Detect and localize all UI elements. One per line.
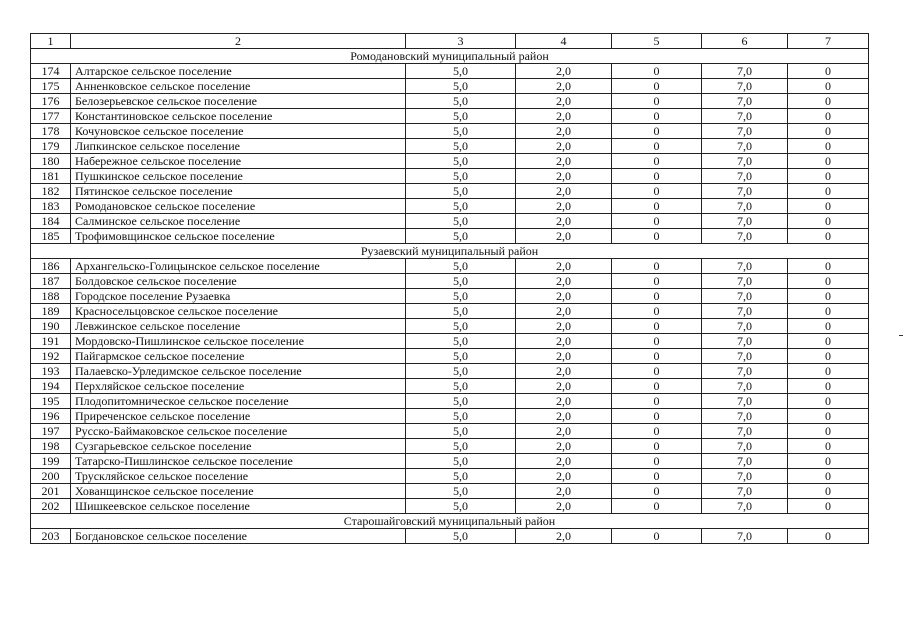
section-header-row [31, 514, 869, 529]
row-number: 191 [31, 334, 71, 349]
col-5-value: 0 [612, 154, 702, 169]
settlement-name: Богдановское сельское поселение [71, 529, 406, 544]
header-cell-1: 1 [31, 34, 71, 49]
settlement-name: Русско-Баймаковское сельское поселение [71, 424, 406, 439]
table-row [31, 79, 869, 94]
table-body [31, 34, 869, 544]
row-number: 180 [31, 154, 71, 169]
col-3-value: 5,0 [406, 154, 516, 169]
col-5-value: 0 [612, 109, 702, 124]
row-number: 174 [31, 64, 71, 79]
col-3-value: 5,0 [406, 394, 516, 409]
col-3-value: 5,0 [406, 379, 516, 394]
col-4-value: 2,0 [516, 259, 612, 274]
section-title: Рузаевский муниципальный район [31, 244, 869, 259]
col-3-value: 5,0 [406, 184, 516, 199]
row-number: 184 [31, 214, 71, 229]
settlement-name: Ромодановское сельское поселение [71, 199, 406, 214]
col-4-value: 2,0 [516, 469, 612, 484]
col-5-value: 0 [612, 229, 702, 244]
col-3-value: 5,0 [406, 94, 516, 109]
col-5-value: 0 [612, 529, 702, 544]
col-7-value: 0 [788, 349, 869, 364]
row-number: 197 [31, 424, 71, 439]
col-6-value: 7,0 [702, 379, 788, 394]
row-number: 193 [31, 364, 71, 379]
col-3-value: 5,0 [406, 199, 516, 214]
margin-dash-mark [899, 335, 903, 336]
col-7-value: 0 [788, 94, 869, 109]
settlement-name: Пайгармское сельское поселение [71, 349, 406, 364]
col-3-value: 5,0 [406, 304, 516, 319]
col-7-value: 0 [788, 454, 869, 469]
col-3-value: 5,0 [406, 79, 516, 94]
col-5-value: 0 [612, 469, 702, 484]
col-6-value: 7,0 [702, 124, 788, 139]
col-3-value: 5,0 [406, 409, 516, 424]
row-number: 183 [31, 199, 71, 214]
col-5-value: 0 [612, 319, 702, 334]
settlement-name: Анненковское сельское поселение [71, 79, 406, 94]
col-4-value: 2,0 [516, 79, 612, 94]
table-row [31, 529, 869, 544]
col-5-value: 0 [612, 274, 702, 289]
row-number: 177 [31, 109, 71, 124]
header-cell-3: 3 [406, 34, 516, 49]
col-6-value: 7,0 [702, 529, 788, 544]
col-5-value: 0 [612, 304, 702, 319]
col-5-value: 0 [612, 409, 702, 424]
col-4-value: 2,0 [516, 199, 612, 214]
col-3-value: 5,0 [406, 259, 516, 274]
row-number: 196 [31, 409, 71, 424]
row-number: 194 [31, 379, 71, 394]
header-cell-5: 5 [612, 34, 702, 49]
col-5-value: 0 [612, 199, 702, 214]
col-7-value: 0 [788, 394, 869, 409]
col-6-value: 7,0 [702, 409, 788, 424]
col-4-value: 2,0 [516, 214, 612, 229]
col-7-value: 0 [788, 139, 869, 154]
table-row [31, 229, 869, 244]
col-7-value: 0 [788, 424, 869, 439]
table-row [31, 319, 869, 334]
col-7-value: 0 [788, 379, 869, 394]
settlement-name: Трускляйское сельское поселение [71, 469, 406, 484]
table-row [31, 124, 869, 139]
col-7-value: 0 [788, 334, 869, 349]
col-3-value: 5,0 [406, 529, 516, 544]
col-4-value: 2,0 [516, 484, 612, 499]
col-7-value: 0 [788, 289, 869, 304]
col-4-value: 2,0 [516, 439, 612, 454]
table-row [31, 409, 869, 424]
col-7-value: 0 [788, 439, 869, 454]
col-6-value: 7,0 [702, 304, 788, 319]
col-3-value: 5,0 [406, 289, 516, 304]
section-title: Ромодановский муниципальный район [31, 49, 869, 64]
row-number: 200 [31, 469, 71, 484]
col-7-value: 0 [788, 214, 869, 229]
table-row [31, 289, 869, 304]
col-7-value: 0 [788, 124, 869, 139]
col-7-value: 0 [788, 274, 869, 289]
col-6-value: 7,0 [702, 499, 788, 514]
row-number: 192 [31, 349, 71, 364]
row-number: 178 [31, 124, 71, 139]
col-3-value: 5,0 [406, 214, 516, 229]
col-7-value: 0 [788, 199, 869, 214]
col-6-value: 7,0 [702, 394, 788, 409]
col-4-value: 2,0 [516, 364, 612, 379]
col-3-value: 5,0 [406, 139, 516, 154]
settlement-name: Архангельско-Голицынское сельское поселение [71, 259, 406, 274]
table-row [31, 379, 869, 394]
col-5-value: 0 [612, 334, 702, 349]
col-4-value: 2,0 [516, 334, 612, 349]
col-5-value: 0 [612, 139, 702, 154]
section-header-row [31, 49, 869, 64]
header-cell-2: 2 [71, 34, 406, 49]
col-7-value: 0 [788, 229, 869, 244]
row-number: 176 [31, 94, 71, 109]
col-4-value: 2,0 [516, 184, 612, 199]
col-3-value: 5,0 [406, 364, 516, 379]
col-4-value: 2,0 [516, 109, 612, 124]
col-7-value: 0 [788, 64, 869, 79]
table-row [31, 439, 869, 454]
row-number: 188 [31, 289, 71, 304]
col-7-value: 0 [788, 109, 869, 124]
col-6-value: 7,0 [702, 334, 788, 349]
col-3-value: 5,0 [406, 499, 516, 514]
table-row [31, 184, 869, 199]
col-4-value: 2,0 [516, 124, 612, 139]
col-3-value: 5,0 [406, 64, 516, 79]
settlement-name: Левжинское сельское поселение [71, 319, 406, 334]
col-7-value: 0 [788, 529, 869, 544]
settlement-name: Константиновское сельское поселение [71, 109, 406, 124]
col-7-value: 0 [788, 469, 869, 484]
table-row [31, 214, 869, 229]
col-5-value: 0 [612, 349, 702, 364]
col-4-value: 2,0 [516, 304, 612, 319]
section-header-row [31, 244, 869, 259]
col-5-value: 0 [612, 169, 702, 184]
col-6-value: 7,0 [702, 169, 788, 184]
header-cell-4: 4 [516, 34, 612, 49]
col-5-value: 0 [612, 454, 702, 469]
col-4-value: 2,0 [516, 394, 612, 409]
col-6-value: 7,0 [702, 484, 788, 499]
col-6-value: 7,0 [702, 319, 788, 334]
col-7-value: 0 [788, 154, 869, 169]
table-row [31, 364, 869, 379]
row-number: 195 [31, 394, 71, 409]
table-row [31, 139, 869, 154]
row-number: 181 [31, 169, 71, 184]
settlement-name: Приреченское сельское поселение [71, 409, 406, 424]
settlement-name: Набережное сельское поселение [71, 154, 406, 169]
row-number: 199 [31, 454, 71, 469]
settlement-name: Сузгарьевское сельское поселение [71, 439, 406, 454]
col-6-value: 7,0 [702, 214, 788, 229]
col-4-value: 2,0 [516, 274, 612, 289]
col-6-value: 7,0 [702, 274, 788, 289]
col-7-value: 0 [788, 304, 869, 319]
col-5-value: 0 [612, 424, 702, 439]
table-row [31, 109, 869, 124]
col-4-value: 2,0 [516, 154, 612, 169]
settlement-name: Пушкинское сельское поселение [71, 169, 406, 184]
row-number: 185 [31, 229, 71, 244]
settlement-name: Трофимовщинское сельское поселение [71, 229, 406, 244]
col-4-value: 2,0 [516, 169, 612, 184]
col-3-value: 5,0 [406, 109, 516, 124]
col-4-value: 2,0 [516, 409, 612, 424]
col-3-value: 5,0 [406, 319, 516, 334]
col-6-value: 7,0 [702, 349, 788, 364]
settlement-name: Городское поселение Рузаевка [71, 289, 406, 304]
col-5-value: 0 [612, 184, 702, 199]
col-4-value: 2,0 [516, 499, 612, 514]
col-4-value: 2,0 [516, 289, 612, 304]
row-number: 186 [31, 259, 71, 274]
col-7-value: 0 [788, 259, 869, 274]
col-6-value: 7,0 [702, 439, 788, 454]
table-row [31, 94, 869, 109]
table-row [31, 169, 869, 184]
table-row [31, 199, 869, 214]
col-4-value: 2,0 [516, 379, 612, 394]
col-3-value: 5,0 [406, 169, 516, 184]
col-4-value: 2,0 [516, 349, 612, 364]
col-3-value: 5,0 [406, 424, 516, 439]
col-4-value: 2,0 [516, 139, 612, 154]
settlement-name: Липкинское сельское поселение [71, 139, 406, 154]
col-6-value: 7,0 [702, 109, 788, 124]
row-number: 202 [31, 499, 71, 514]
col-5-value: 0 [612, 214, 702, 229]
col-6-value: 7,0 [702, 79, 788, 94]
col-5-value: 0 [612, 394, 702, 409]
col-3-value: 5,0 [406, 349, 516, 364]
col-6-value: 7,0 [702, 229, 788, 244]
col-7-value: 0 [788, 79, 869, 94]
row-number: 189 [31, 304, 71, 319]
table-row [31, 349, 869, 364]
table-row [31, 484, 869, 499]
settlement-name: Татарско-Пишлинское сельское поселение [71, 454, 406, 469]
col-5-value: 0 [612, 379, 702, 394]
table-row [31, 154, 869, 169]
table-row [31, 64, 869, 79]
col-5-value: 0 [612, 289, 702, 304]
col-5-value: 0 [612, 64, 702, 79]
col-6-value: 7,0 [702, 64, 788, 79]
col-7-value: 0 [788, 169, 869, 184]
row-number: 198 [31, 439, 71, 454]
col-3-value: 5,0 [406, 229, 516, 244]
header-cell-6: 6 [702, 34, 788, 49]
col-6-value: 7,0 [702, 154, 788, 169]
table-row [31, 469, 869, 484]
col-5-value: 0 [612, 439, 702, 454]
col-3-value: 5,0 [406, 274, 516, 289]
row-number: 201 [31, 484, 71, 499]
col-3-value: 5,0 [406, 469, 516, 484]
settlement-name: Алтарское сельское поселение [71, 64, 406, 79]
col-4-value: 2,0 [516, 229, 612, 244]
table-row [31, 394, 869, 409]
col-5-value: 0 [612, 364, 702, 379]
settlement-name: Кочуновское сельское поселение [71, 124, 406, 139]
col-5-value: 0 [612, 484, 702, 499]
settlement-name: Пятинское сельское поселение [71, 184, 406, 199]
col-7-value: 0 [788, 184, 869, 199]
settlement-name: Мордовско-Пишлинское сельское поселение [71, 334, 406, 349]
row-number: 175 [31, 79, 71, 94]
col-4-value: 2,0 [516, 529, 612, 544]
col-6-value: 7,0 [702, 94, 788, 109]
row-number: 203 [31, 529, 71, 544]
settlement-name: Красносельцовское сельское поселение [71, 304, 406, 319]
col-5-value: 0 [612, 499, 702, 514]
settlement-name: Плодопитомническое сельское поселение [71, 394, 406, 409]
settlement-name: Болдовское сельское поселение [71, 274, 406, 289]
col-5-value: 0 [612, 79, 702, 94]
table-row [31, 424, 869, 439]
settlement-name: Белозерьевское сельское поселение [71, 94, 406, 109]
settlement-name: Шишкеевское сельское поселение [71, 499, 406, 514]
col-6-value: 7,0 [702, 259, 788, 274]
municipal-rates-table [30, 33, 869, 544]
col-7-value: 0 [788, 484, 869, 499]
row-number: 187 [31, 274, 71, 289]
col-7-value: 0 [788, 364, 869, 379]
settlement-name: Перхляйское сельское поселение [71, 379, 406, 394]
col-3-value: 5,0 [406, 334, 516, 349]
col-4-value: 2,0 [516, 319, 612, 334]
col-3-value: 5,0 [406, 484, 516, 499]
row-number: 182 [31, 184, 71, 199]
header-cell-7: 7 [788, 34, 869, 49]
column-number-header-row [31, 34, 869, 49]
col-6-value: 7,0 [702, 424, 788, 439]
col-3-value: 5,0 [406, 124, 516, 139]
col-7-value: 0 [788, 319, 869, 334]
col-6-value: 7,0 [702, 199, 788, 214]
table-row [31, 304, 869, 319]
settlement-name: Палаевско-Урледимское сельское поселение [71, 364, 406, 379]
row-number: 190 [31, 319, 71, 334]
col-3-value: 5,0 [406, 439, 516, 454]
col-6-value: 7,0 [702, 364, 788, 379]
col-6-value: 7,0 [702, 469, 788, 484]
col-6-value: 7,0 [702, 139, 788, 154]
col-3-value: 5,0 [406, 454, 516, 469]
table-row [31, 454, 869, 469]
col-5-value: 0 [612, 259, 702, 274]
col-7-value: 0 [788, 409, 869, 424]
table-row [31, 334, 869, 349]
col-4-value: 2,0 [516, 424, 612, 439]
col-4-value: 2,0 [516, 94, 612, 109]
row-number: 179 [31, 139, 71, 154]
table-row [31, 259, 869, 274]
col-6-value: 7,0 [702, 289, 788, 304]
settlement-name: Хованщинское сельское поселение [71, 484, 406, 499]
col-5-value: 0 [612, 124, 702, 139]
col-6-value: 7,0 [702, 184, 788, 199]
table-row [31, 499, 869, 514]
table-row [31, 274, 869, 289]
settlement-name: Салминское сельское поселение [71, 214, 406, 229]
section-title: Старошайговский муниципальный район [31, 514, 869, 529]
col-4-value: 2,0 [516, 64, 612, 79]
col-7-value: 0 [788, 499, 869, 514]
col-4-value: 2,0 [516, 454, 612, 469]
col-5-value: 0 [612, 94, 702, 109]
col-6-value: 7,0 [702, 454, 788, 469]
